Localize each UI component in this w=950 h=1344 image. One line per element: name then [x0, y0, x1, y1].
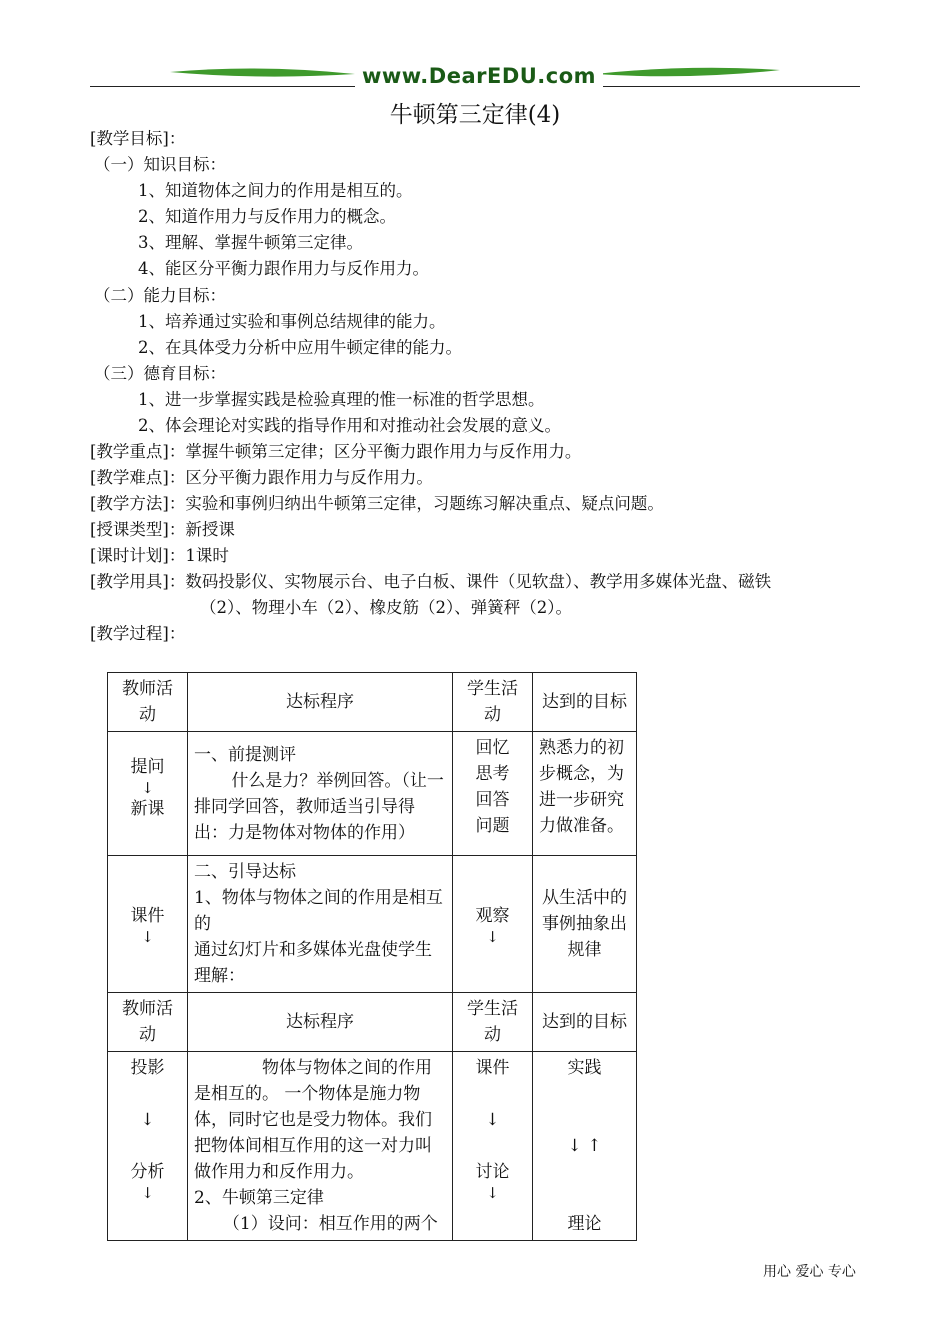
knowledge-item: 1、知道物体之间力的作用是相互的。 [138, 181, 413, 200]
teacher-cell: 投影 ↓ 分析 ↓ [108, 1052, 188, 1241]
student-cell: 课件 ↓ 讨论 ↓ [453, 1052, 533, 1241]
ability-heading: （二）能力目标： [94, 286, 226, 305]
up-down-arrows-icon: ↓ ↑ [567, 1136, 602, 1156]
procedure-cell: 二、引导达标 1、物体与物体之间的作用是相互的 通过幻灯片和多媒体光盘使学生理解： [188, 856, 453, 993]
goal-cell: 熟悉力的初步概念，为进一步研究力做准备。 [533, 732, 637, 856]
procedure-cell: 一、前提测评 什么是力？举例回答。（让一排同学回答，教师适当引导得出：力是物体对物体的作用） [188, 732, 453, 856]
header-student: 学生活 动 [453, 673, 533, 732]
document-title: 牛顿第三定律(4) [389, 102, 561, 128]
down-arrow-icon: ↓ [485, 1110, 500, 1130]
goal-cell: 从生活中的事例抽象出规律 [533, 856, 637, 993]
difficulties: [教学难点]：区分平衡力跟作用力与反作用力。 [90, 468, 433, 487]
lesson-plan: [课时计划]：1课时 [90, 546, 229, 565]
footer-slogan: 用心 爱心 专心 [763, 1264, 856, 1280]
lesson-type: [授课类型]：新授课 [90, 520, 235, 539]
header-student: 学生活 动 [453, 993, 533, 1052]
table-row [108, 1052, 637, 1241]
moral-item: 2、体会理论对实践的指导作用和对推动社会发展的意义。 [138, 416, 561, 435]
header-teacher: 教师活 动 [108, 673, 188, 732]
header-procedure: 达标程序 [188, 673, 453, 732]
header-teacher: 教师活 动 [108, 993, 188, 1052]
lesson-table [107, 672, 637, 1241]
key-points: [教学重点]：掌握牛顿第三定律；区分平衡力跟作用力与反作用力。 [90, 442, 582, 461]
site-logo: www.DearEDU.com [355, 64, 603, 88]
down-arrow-icon: ↓ [141, 779, 154, 797]
tools-line-2: （2）、物理小车（2）、橡皮筋（2）、弹簧秤（2）。 [200, 598, 572, 617]
moral-item: 1、进一步掌握实践是检验真理的惟一标准的哲学思想。 [138, 390, 545, 409]
procedure-cell: 物体与物体之间的作用是相互的。 一个物体是施力物体，同时它也是受力物体。我们把物体间相互作用的这一对力叫做作用力和反作用力。 2、牛顿第三定律 （1）设问：相互作用的两个 [188, 1052, 453, 1241]
objectives-heading: [教学目标]： [90, 129, 186, 148]
tools-line-1: [教学用具]：数码投影仪、实物展示台、电子白板、课件（见软盘）、教学用多媒体光盘、磁铁 [90, 572, 772, 591]
down-arrow-icon: ↓ [486, 1184, 499, 1202]
moral-heading: （三）德育目标： [94, 364, 226, 383]
header-goal: 达到的目标 [533, 993, 637, 1052]
process-heading: [教学过程]： [90, 624, 186, 643]
student-cell: 观察 ↓ [453, 856, 533, 993]
down-arrow-icon: ↓ [141, 928, 154, 946]
methods: [教学方法]：实验和事例归纳出牛顿第三定律，习题练习解决重点、疑点问题。 [90, 494, 664, 513]
table-row [108, 856, 637, 993]
ability-item: 1、培养通过实验和事例总结规律的能力。 [138, 312, 446, 331]
ability-item: 2、在具体受力分析中应用牛顿定律的能力。 [138, 338, 462, 357]
down-arrow-icon: ↓ [141, 1184, 154, 1202]
down-arrow-icon: ↓ [140, 1110, 155, 1130]
table-header-row [108, 673, 637, 732]
knowledge-item: 2、知道作用力与反作用力的概念。 [138, 207, 396, 226]
knowledge-item: 4、能区分平衡力跟作用力与反作用力。 [138, 259, 429, 278]
table-row [108, 732, 637, 856]
student-cell: 回忆 思考 回答 问题 [453, 732, 533, 856]
down-arrow-icon: ↓ [486, 928, 499, 946]
teacher-cell: 提问 ↓ 新课 [108, 732, 188, 856]
table-header-row [108, 993, 637, 1052]
knowledge-item: 3、理解、掌握牛顿第三定律。 [138, 233, 363, 252]
goal-cell: 实践 ↓ ↑ 理论 [533, 1052, 637, 1241]
header-goal: 达到的目标 [533, 673, 637, 732]
teacher-cell: 课件 ↓ [108, 856, 188, 993]
knowledge-heading: （一）知识目标： [94, 155, 226, 174]
header-procedure: 达标程序 [188, 993, 453, 1052]
